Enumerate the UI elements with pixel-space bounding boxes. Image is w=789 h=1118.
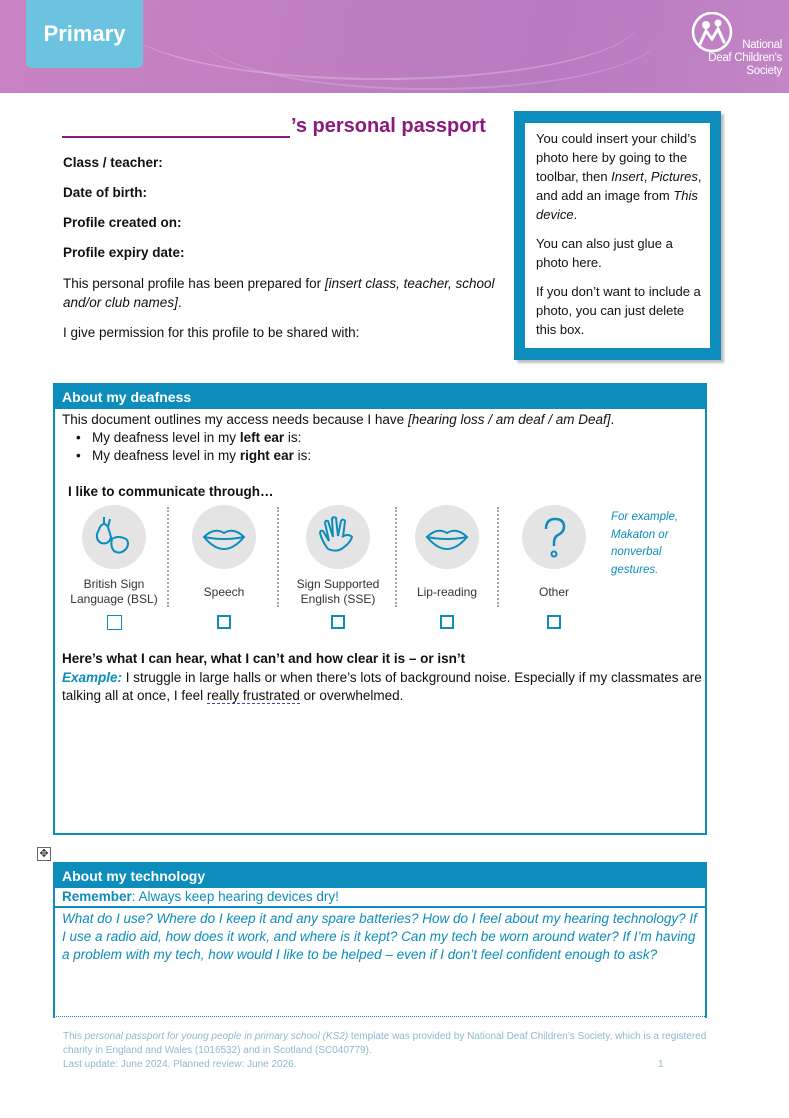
photo-placeholder-box[interactable] (514, 111, 721, 360)
permission-text: I give permission for this profile to be shared with: (63, 325, 360, 340)
footer (63, 1030, 713, 1072)
ndcs-logo-text: National Deaf Children's Society (708, 39, 782, 77)
profile-expiry-label: Profile expiry date: (63, 245, 185, 260)
photo-instructions: You could insert your child’s photo here by going to the toolbar, then Insert, Pictures, and add an image from This device. You can also just glue a photo here. If you don’t want to include a photo, you can just delete this box. (525, 123, 710, 348)
option-sse (288, 505, 388, 629)
speech-checkbox[interactable] (217, 615, 231, 629)
prepared-for-text: This personal profile has been prepared for [insert class, teacher, school and/or club names]. (63, 276, 495, 310)
lips-icon (415, 505, 479, 569)
hearing-example[interactable]: Example: I struggle in large halls or when there’s lots of background noise. Especially if my classmates are talking all at once, I feel really frustrated or overwhelmed. (62, 670, 702, 703)
class-teacher-label: Class / teacher: (63, 155, 163, 170)
other-checkbox[interactable] (547, 615, 561, 629)
dob-label: Date of birth: (63, 185, 147, 200)
divider (167, 507, 169, 607)
option-other (504, 505, 604, 629)
option-speech (174, 505, 274, 629)
lipreading-checkbox[interactable] (440, 615, 454, 629)
hand-sign-icon (306, 505, 370, 569)
communication-options (63, 505, 583, 645)
technology-section (53, 862, 707, 1018)
deafness-heading: About my deafness (55, 385, 705, 409)
technology-heading: About my technology (55, 864, 705, 888)
option-label: Speech (203, 584, 245, 599)
deafness-body (55, 409, 705, 467)
option-bsl (64, 505, 164, 630)
profile-created-label: Profile created on: (63, 215, 182, 230)
communicate-title: I like to communicate through… (68, 484, 274, 499)
option-label: Lip-reading (416, 584, 478, 599)
question-mark-icon (522, 505, 586, 569)
deafness-intro: This document outlines my access needs because I have [hearing loss / am deaf / am Deaf]. (62, 412, 615, 427)
divider (277, 507, 279, 607)
bsl-checkbox[interactable] (107, 615, 122, 630)
table-move-handle-icon[interactable]: ✥ (37, 847, 51, 861)
divider (497, 507, 499, 607)
option-label: Sign Supported English (SSE) (296, 577, 380, 606)
hearing-title: Here’s what I can hear, what I can’t and how clear it is – or isn’t (62, 651, 466, 666)
other-example-note: For example, Makaton or nonverbal gestures. (611, 511, 679, 576)
footer-update: Last update: June 2024. Planned review: June 2026. (63, 1059, 297, 1070)
right-ear-item: • My deafness level in my right ear is: (76, 447, 698, 465)
footer-credit: This personal passport for young people in primary school (KS2) template was provided by National Deaf Children’s Society, which is a registered charity in England and Wales (1016532) and in Scotland (SC040779). (63, 1031, 707, 1056)
page-title: ’s personal passport (62, 115, 486, 138)
option-label: British Sign Language (BSL) (70, 577, 158, 606)
bsl-hands-icon (82, 505, 146, 569)
name-blank-line[interactable] (62, 118, 290, 138)
left-ear-item: • My deafness level in my left ear is: (76, 429, 698, 447)
header-banner (0, 0, 789, 93)
technology-prompt[interactable]: What do I use? Where do I keep it and any spare batteries? How do I feel about my hearing technology? If I use a radio aid, how does it work, and where is it kept? Can my tech be worn around water? If I’m having a problem with my tech, how would I like to be helped – even if I don’t feel confident enough to ask? (62, 911, 697, 962)
option-label: Other (538, 584, 569, 599)
sse-checkbox[interactable] (331, 615, 345, 629)
remember-note: Remember: Always keep hearing devices dry! (55, 888, 705, 908)
page-break-line (53, 1016, 707, 1017)
page-number: 1 (658, 1059, 664, 1070)
ndcs-logo (690, 12, 782, 82)
deafness-section (53, 383, 707, 835)
primary-tab: Primary (26, 0, 143, 68)
header-wave (200, 0, 660, 90)
option-lipreading (397, 505, 497, 629)
lips-icon (192, 505, 256, 569)
